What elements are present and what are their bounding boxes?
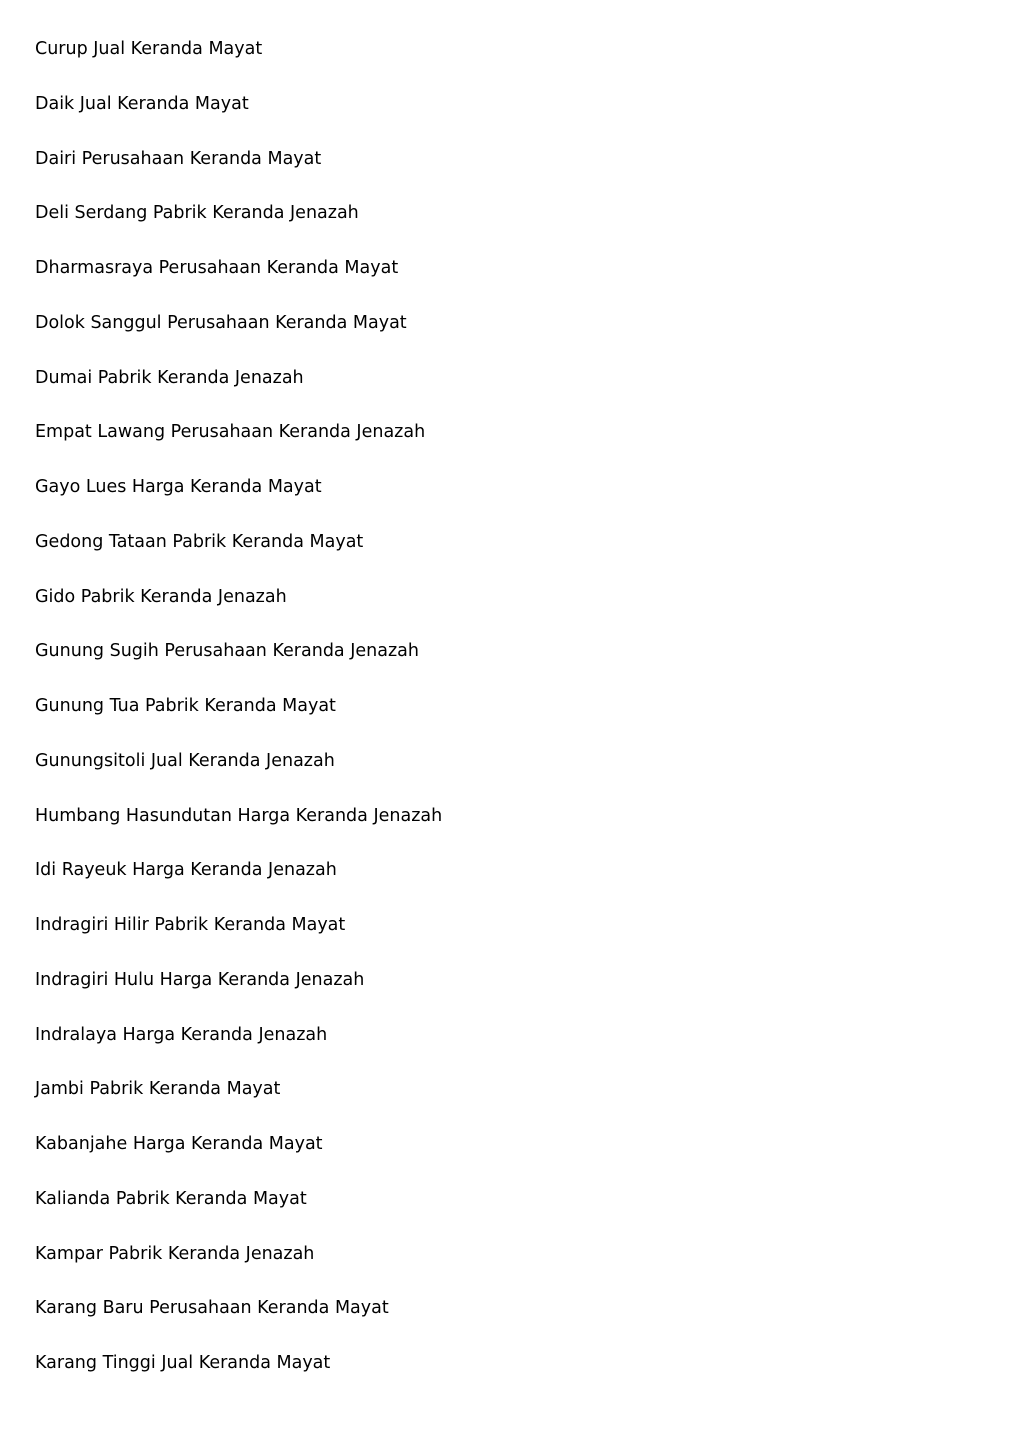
document-line: Gunung Tua Pabrik Keranda Mayat: [35, 696, 336, 716]
document-line: Dairi Perusahaan Keranda Mayat: [35, 148, 322, 169]
document-line-list: [35, 37, 442, 1406]
document-line: Daik Jual Keranda Mayat: [35, 93, 249, 114]
document-line: Deli Serdang Pabrik Keranda Jenazah: [35, 203, 359, 224]
document-line: Kalianda Pabrik Keranda Mayat: [35, 1188, 307, 1209]
document-line: Jambi Pabrik Keranda Mayat: [35, 1079, 281, 1100]
document-line: Gido Pabrik Keranda Jenazah: [35, 586, 287, 607]
document-line: Gayo Lues Harga Keranda Mayat: [35, 477, 322, 497]
document-line: Indragiri Hulu Harga Keranda Jenazah: [35, 969, 365, 990]
document-line: Humbang Hasundutan Harga Keranda Jenazah: [35, 805, 443, 826]
document-line: Kabanjahe Harga Keranda Mayat: [35, 1134, 323, 1154]
document-line: Karang Tinggi Jual Keranda Mayat: [35, 1353, 331, 1373]
document-line: Dolok Sanggul Perusahaan Keranda Mayat: [35, 312, 407, 333]
document-line: Dumai Pabrik Keranda Jenazah: [35, 367, 304, 388]
document-line: Indralaya Harga Keranda Jenazah: [35, 1024, 328, 1045]
document-line: Empat Lawang Perusahaan Keranda Jenazah: [35, 422, 426, 443]
document-line: Gunung Sugih Perusahaan Keranda Jenazah: [35, 641, 419, 662]
document-line: Karang Baru Perusahaan Keranda Mayat: [35, 1298, 389, 1319]
document-line: Indragiri Hilir Pabrik Keranda Mayat: [35, 915, 346, 935]
document-line: Gunungsitoli Jual Keranda Jenazah: [35, 750, 335, 771]
document-line: Gedong Tataan Pabrik Keranda Mayat: [35, 531, 364, 552]
document-line: Curup Jual Keranda Mayat: [35, 39, 263, 59]
document-line: Idi Rayeuk Harga Keranda Jenazah: [35, 860, 337, 881]
document-line: Dharmasraya Perusahaan Keranda Mayat: [35, 258, 399, 278]
document-line: Kampar Pabrik Keranda Jenazah: [35, 1243, 315, 1264]
